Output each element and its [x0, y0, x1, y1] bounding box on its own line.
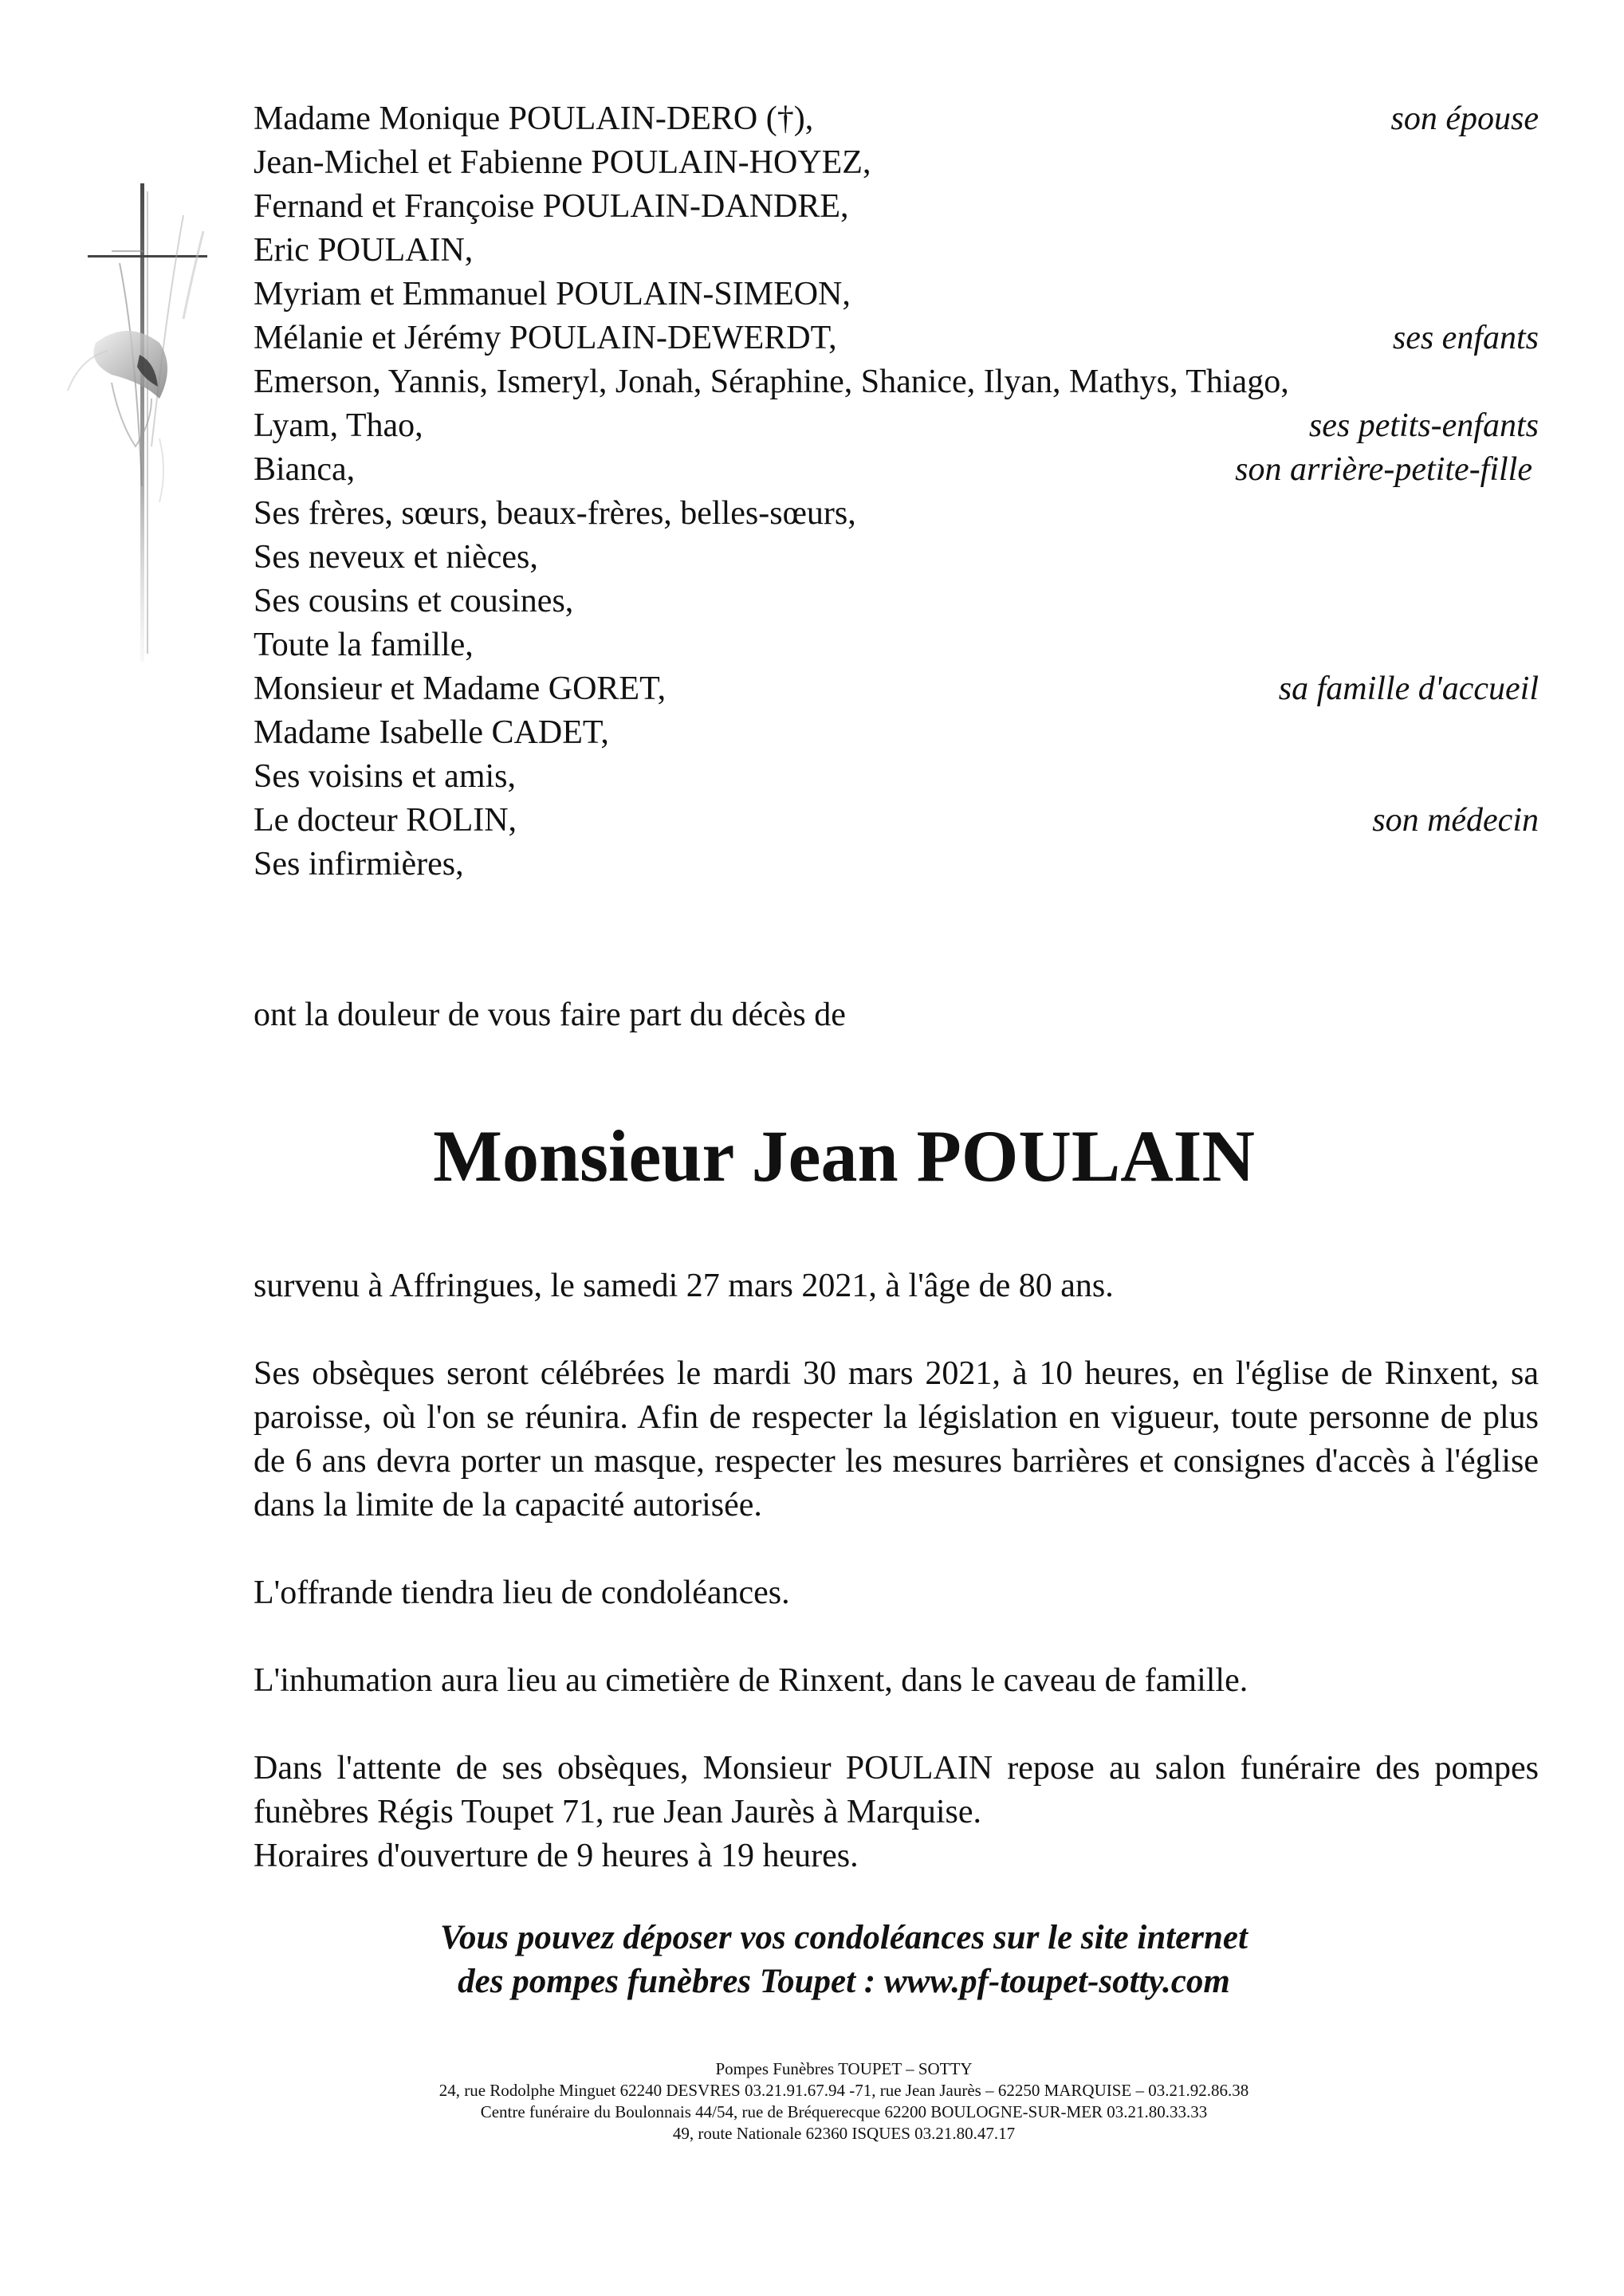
family-name: Myriam et Emmanuel POULAIN-SIMEON,: [254, 276, 851, 313]
family-row: [254, 711, 1539, 755]
family-name: Emerson, Yannis, Ismeryl, Jonah, Séraphine, Shanice, Ilyan, Mathys, Thiago,: [254, 364, 1289, 400]
family-name: Ses cousins et cousines,: [254, 583, 574, 619]
family-role: ses petits-enfants: [1308, 407, 1539, 444]
family-name: Madame Monique POULAIN-DERO (†),: [254, 100, 814, 137]
rest-line: Dans l'attente de ses obsèques, Monsieur POULAIN repose au salon funéraire des pompes funèbres Régis Toupet 71, rue Jean Jaurès à Marquise.: [254, 1750, 1539, 1830]
family-role: sa famille d'accueil: [1278, 670, 1539, 707]
family-name: Le docteur ROLIN,: [254, 802, 517, 839]
family-row: [254, 580, 1539, 623]
family-name: Bianca,: [254, 451, 356, 488]
family-name: Ses voisins et amis,: [254, 758, 517, 795]
footer-line: 24, rue Rodolphe Minguet 62240 DESVRES 03.21.91.67.94 -71, rue Jean Jaurès – 62250 MARQUISE – 03.21.92.86.38: [438, 2081, 1249, 2100]
family-name: Eric POULAIN,: [254, 232, 474, 269]
website-line-1: Vous pouvez déposer vos condoléances sur le site internet: [440, 1919, 1248, 1956]
family-row: [254, 448, 1539, 492]
family-row: [254, 843, 1539, 887]
funeral-paragraph: Ses obsèques seront célébrées le mardi 30 mars 2021, à 10 heures, en l'église de Rinxent, sa paroisse, où l'on se réunira. Afin de respecter la législation en vigueur, toute personne de plus de 6 ans devra porter un masque, respecter les mesures barrières et consignes d'accès à l'église dans la limite de la capacité autorisée.: [254, 1355, 1539, 1523]
family-row: [254, 273, 1539, 316]
footer-line: 49, route Nationale 62360 ISQUES 03.21.80.47.17: [672, 2124, 1016, 2143]
family-row: [254, 360, 1539, 404]
family-row: [254, 799, 1539, 843]
family-row: [254, 316, 1539, 360]
family-name: Toute la famille,: [254, 627, 474, 663]
cross-lily-icon: [64, 183, 223, 694]
footer-line: Centre funéraire du Boulonnais 44/54, rue de Bréquerecque 62200 BOULOGNE-SUR-MER 03.21.80.33.33: [480, 2102, 1208, 2121]
family-row: [254, 97, 1539, 141]
family-row: [254, 185, 1539, 229]
family-name: Ses neveux et nièces,: [254, 539, 538, 576]
family-row: [254, 492, 1539, 536]
family-list: [254, 97, 1539, 887]
family-name: Ses infirmières,: [254, 846, 464, 883]
rest-paragraph: [254, 1747, 1539, 1878]
family-row: [254, 536, 1539, 580]
family-row: [254, 141, 1539, 185]
family-role: son médecin: [1372, 802, 1539, 839]
family-role: son arrière-petite-fille: [1235, 451, 1532, 488]
footer-line: Pompes Funèbres TOUPET – SOTTY: [715, 2059, 973, 2078]
death-notice-paragraph: survenu à Affringues, le samedi 27 mars 2021, à l'âge de 80 ans.: [254, 1268, 1114, 1304]
family-name: Jean-Michel et Fabienne POULAIN-HOYEZ,: [254, 144, 871, 181]
website-line-2: des pompes funèbres Toupet : www.pf-toupet-sotty.com: [458, 1963, 1230, 2000]
family-row: [254, 755, 1539, 799]
condolences-website-notice: [0, 1916, 1624, 2003]
family-row: [254, 623, 1539, 667]
rest-hours-line: Horaires d'ouverture de 9 heures à 19 heures.: [254, 1838, 859, 1874]
family-name: Ses frères, sœurs, beaux-frères, belles-sœurs,: [254, 495, 856, 532]
announcement-text: ont la douleur de vous faire part du décès de: [254, 997, 846, 1033]
deceased-name-heading: [0, 1112, 1624, 1200]
family-row: [254, 667, 1539, 711]
family-row: [254, 404, 1539, 448]
family-row: [254, 229, 1539, 273]
deceased-name: Monsieur Jean POULAIN: [433, 1115, 1255, 1197]
family-role: son épouse: [1390, 100, 1539, 137]
family-name: Madame Isabelle CADET,: [254, 714, 609, 751]
offering-paragraph: L'offrande tiendra lieu de condoléances.: [254, 1575, 790, 1611]
family-role: ses enfants: [1392, 320, 1539, 356]
family-name: Lyam, Thao,: [254, 407, 423, 444]
family-name: Fernand et Françoise POULAIN-DANDRE,: [254, 188, 849, 225]
funeral-home-footer: [0, 2058, 1624, 2145]
family-name: Mélanie et Jérémy POULAIN-DEWERDT,: [254, 320, 837, 356]
burial-paragraph: L'inhumation aura lieu au cimetière de Rinxent, dans le caveau de famille.: [254, 1662, 1248, 1699]
family-name: Monsieur et Madame GORET,: [254, 670, 667, 707]
